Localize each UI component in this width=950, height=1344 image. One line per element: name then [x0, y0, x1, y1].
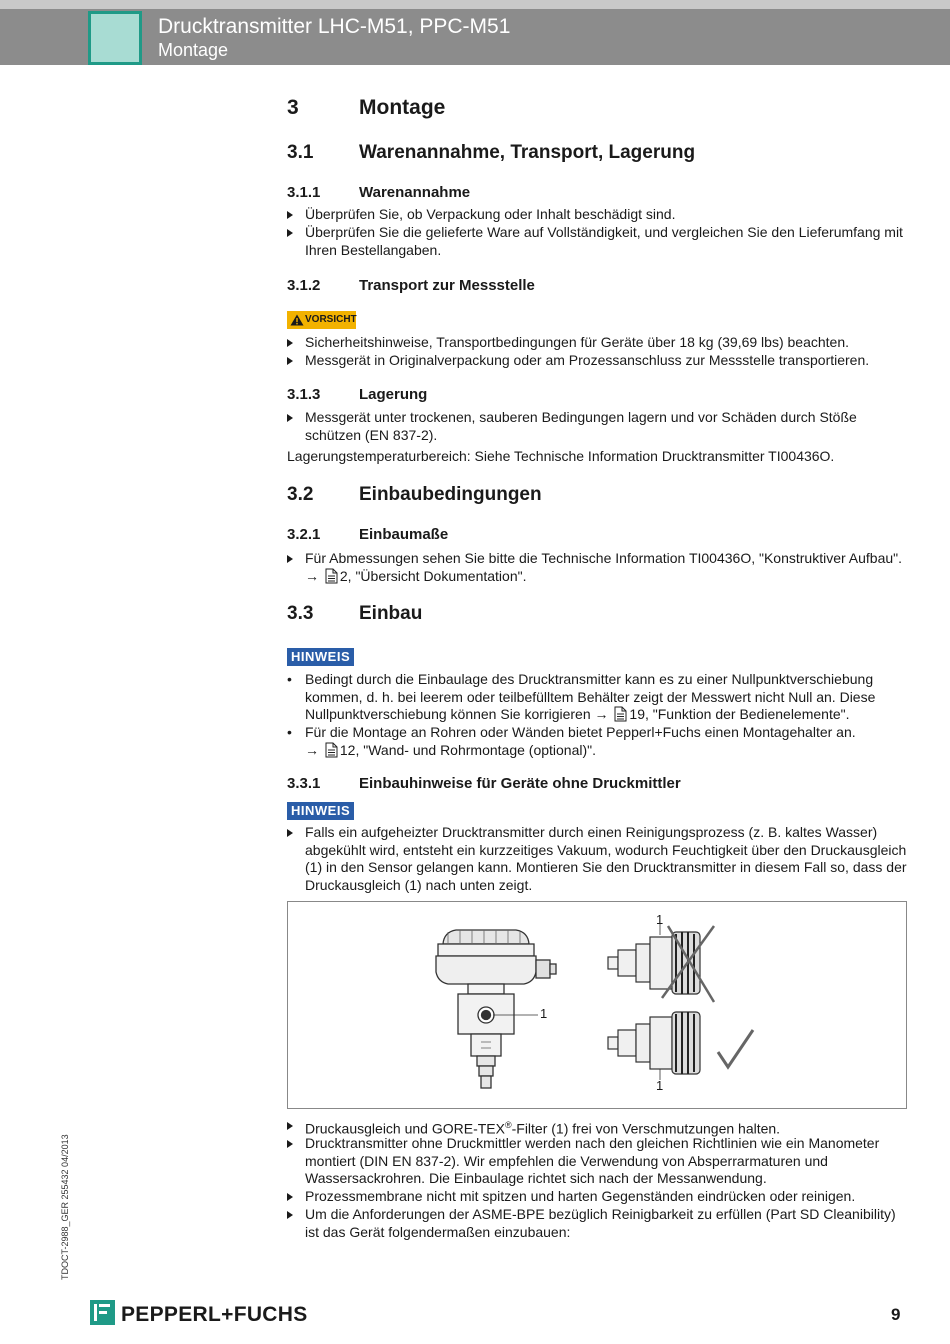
- bullet-arrow-icon: [287, 1193, 293, 1201]
- list-item: Messgerät in Originalverpackung oder am Prozessanschluss zur Messstelle transportieren.: [287, 352, 907, 370]
- bullet-arrow-icon: [287, 1122, 293, 1130]
- list-item: Überprüfen Sie die gelieferte Ware auf Vollständigkeit, und vergleichen Sie den Lieferumfang mit Ihren Bestellangaben.: [287, 224, 907, 259]
- bullet-arrow-icon: [287, 211, 293, 219]
- list-item: Um die Anforderungen der ASME-BPE bezüglich Reinigbarkeit zu erfüllen (Part SD Cleanibility) ist das Gerät folgendermaßen einzubauen:: [287, 1206, 907, 1241]
- list-item: Messgerät unter trockenen, sauberen Bedingungen lagern und vor Schäden durch Stöße schützen (EN 837-2).: [287, 409, 907, 444]
- list-item: • Für die Montage an Rohren oder Wänden bietet Pepperl+Fuchs einen Montagehalter an. → 12, "Wand- und Rohrmontage (optional)".: [287, 724, 856, 758]
- document-icon: [325, 568, 338, 584]
- doc-subtitle: Montage: [158, 40, 229, 60]
- bullet-arrow-icon: [287, 829, 293, 837]
- page-number: 9: [891, 1305, 901, 1324]
- bullet-dot-icon: •: [287, 671, 292, 687]
- note-badge: HINWEIS: [287, 648, 354, 666]
- list-item: Sicherheitshinweise, Transportbedingungen für Geräte über 18 kg (39,69 lbs) beachten.: [287, 334, 907, 352]
- transmitter-drawing: [288, 902, 906, 1108]
- list-item: Prozessmembrane nicht mit spitzen und harten Gegenständen eindrücken oder reinigen.: [287, 1188, 907, 1206]
- bullet-arrow-icon: [287, 339, 293, 347]
- installation-figure: [287, 901, 907, 1109]
- pepperl-fuchs-logo-icon: [90, 1300, 115, 1325]
- storage-temperature-text: Lagerungstemperaturbereich: Siehe Technische Information Drucktransmitter TI00436O.: [287, 448, 835, 464]
- list-item: Drucktransmitter ohne Druckmittler werden nach den gleichen Richtlinien wie ein Manometer montiert (DIN EN 837-2). Wir empfehlen die Verwendung von Absperrarmaturen und Wassersackrohren. Die Einbaulage richtet sich nach der Messanwendung.: [287, 1135, 907, 1188]
- figure-label-1: 1: [540, 1006, 548, 1021]
- bullet-arrow-icon: [287, 357, 293, 365]
- header-top-strip: [0, 0, 950, 9]
- list-item: Für Abmessungen sehen Sie bitte die Technische Information TI00436O, "Konstruktiver Aufbau". → 2, "Übersicht Dokumentation".: [287, 550, 907, 585]
- list-item: • Bedingt durch die Einbaulage des Drucktransmitter kann es zu einer Nullpunktverschiebung kommen, d. h. bei leerem oder teilbefülltem Behälter zeigt der Messwert nicht Null an. Diese Nullpunktverschiebung können Sie korrigieren → 19, "Funktion der Bedienelemente".: [287, 671, 876, 723]
- header-accent-square: [88, 11, 142, 65]
- figure-label-1: 1: [656, 912, 664, 927]
- bullet-arrow-icon: [287, 1211, 293, 1219]
- list-item: Falls ein aufgeheizter Drucktransmitter durch einen Reinigungsprozess (z. B. kaltes Wasser) abgekühlt wird, entsteht ein kurzzeitiges Vakuum, wodurch Feuchtigkeit über den Druckausgleich (1) in den Sensor gelangen kann. Montieren Sie den Drucktransmitter in diesem Fall so, dass der Druckausgleich (1) nach unten zeigt.: [287, 824, 907, 894]
- bullet-dot-icon: •: [287, 724, 292, 740]
- document-icon: [614, 706, 627, 722]
- doc-title: Drucktransmitter LHC-M51, PPC-M51: [158, 15, 511, 38]
- bullet-arrow-icon: [287, 414, 293, 422]
- bullet-arrow-icon: [287, 229, 293, 237]
- list-item: Druckausgleich und GORE-TEX®-Filter (1) frei von Verschmutzungen halten.: [287, 1117, 907, 1138]
- caution-badge: VORSICHT: [287, 311, 356, 329]
- figure-label-1: 1: [656, 1078, 664, 1093]
- note-badge: HINWEIS: [287, 802, 354, 820]
- document-code: TDOCT-2988_GER 255432 04/2013: [60, 1134, 70, 1280]
- bullet-arrow-icon: [287, 555, 293, 563]
- warning-icon: [290, 314, 304, 326]
- document-icon: [325, 742, 338, 758]
- list-item: Überprüfen Sie, ob Verpackung oder Inhalt beschädigt sind.: [287, 206, 907, 224]
- company-logo-text: PEPPERL+FUCHS: [121, 1303, 308, 1326]
- bullet-arrow-icon: [287, 1140, 293, 1148]
